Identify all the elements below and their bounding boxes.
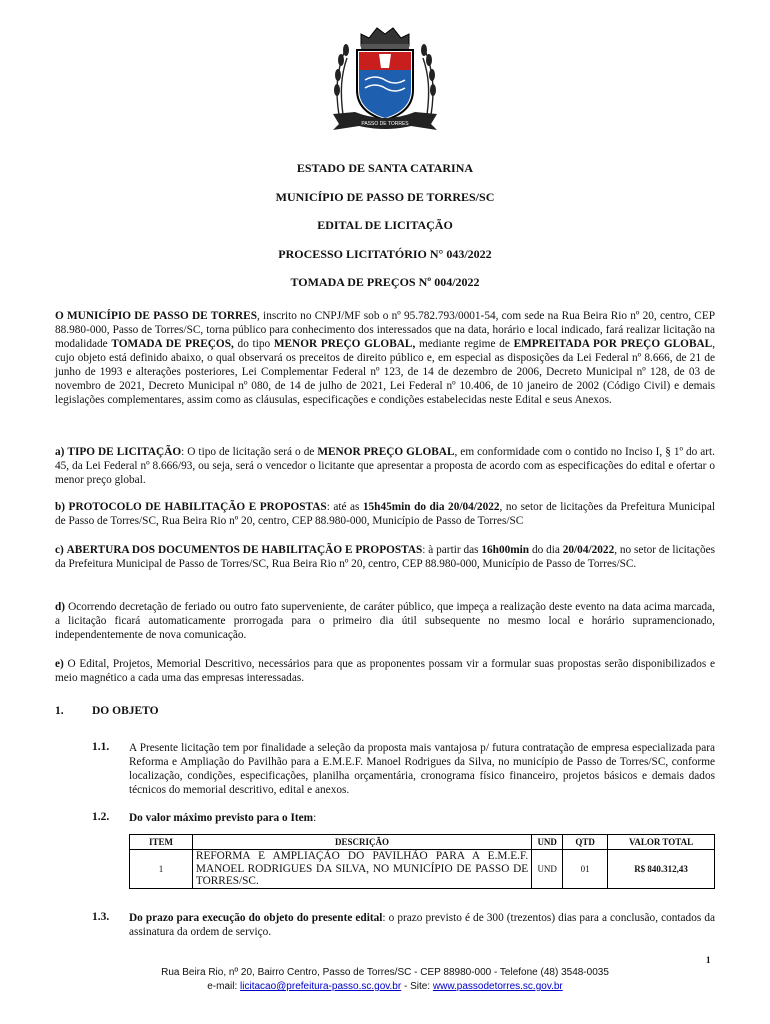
footer-email-label: e-mail: <box>207 981 241 992</box>
cell-total: R$ 840.312,43 <box>608 850 715 889</box>
subsection-1-2-number: 1.2. <box>92 811 110 823</box>
col-header-description: DESCRIÇÃO <box>192 835 531 850</box>
crest-ribbon-text: PASSO DE TORRES <box>361 121 409 127</box>
subsection-1-2-title: Do valor máximo previsto para o Item <box>129 812 314 824</box>
item-a-title: TIPO DE LICITAÇÃO <box>67 446 182 458</box>
process-title: PROCESSO LICITATÓRIO N° 043/2022 <box>278 247 492 261</box>
item-c-text-2: do dia <box>529 544 563 556</box>
subsection-1-1-text: A Presente licitação tem por finalidade a seleção da proposta mais vantajosa p/ futura contratação de empresa especializada para Reforma e Ampliação do Pavilhão para a E.M.E.F. Manoel Rodrigues da Silva, no município de Passo de Torres/SC, conforme localização, condições, especificações, planilha orçamentária, cronograma físico financeiro, projetos básicos e demais dados técnicos do memorial descritivo, edital e anexos. <box>129 742 715 796</box>
municipal-coat-of-arms <box>325 20 445 130</box>
item-d-text: Ocorrendo decretação de feriado ou outro fato superveniente, de caráter público, que impeça a realização deste evento na data acima marcada, a licitação ficará automaticamente prorrogada para o primeiro dia útil subsequente no mesmo local e horário supramencionado, independentemente de nova comunicação. <box>55 601 716 641</box>
item-c-paragraph <box>55 543 715 571</box>
cell-item: 1 <box>130 850 193 889</box>
cell-description: REFORMA E AMPLIAÇÃO DO PAVILHÃO PARA A E.M.E.F. MANOEL RODRIGUES DA SILVA, NO MUNICÍPIO DE PASSO DE TORRES/SC. <box>192 850 531 889</box>
subsection-1-3-title: Do prazo para execução do objeto do presente edital <box>129 912 383 924</box>
item-c-text-1: : à partir das <box>422 544 482 556</box>
col-header-total: VALOR TOTAL <box>608 835 715 850</box>
cell-unit: UND <box>532 850 563 889</box>
item-a-paragraph <box>55 445 715 487</box>
item-b-text-2: , no setor de licitações da Prefeitura Municipal de Passo de Torres/SC, Rua Beira Rio nº 20, centro, CEP 88.980-000, Município de Passo de Torres/SC <box>55 501 715 527</box>
intro-text-1: , inscrito no CNPJ/MF sob o nº 95.782.793/0001-54, com sede na Rua Beira Rio nº 20, centro, CEP 88.980-000, Passo de Torres/SC, torna público para conhecimento dos interessados que na data, horário e local indicado, fará realizar licitação na modalidade <box>55 310 716 350</box>
item-b-text-1: : até as <box>326 501 363 513</box>
item-e-paragraph <box>55 657 715 685</box>
subsection-1-2-heading <box>129 811 715 825</box>
item-value-table <box>129 834 715 889</box>
notice-title: EDITAL DE LICITAÇÃO <box>317 218 453 232</box>
intro-text-2: do tipo <box>233 338 274 350</box>
intro-bold-3: MENOR PREÇO GLOBAL, <box>273 338 416 350</box>
intro-text-3: mediante regime de <box>415 338 514 350</box>
item-c-bold-1: 16h00min <box>481 544 530 556</box>
col-header-qty: QTD <box>563 835 608 850</box>
subsection-1-3-body: : o prazo previsto é de 300 (trezentos) dias para a conclusão, contados da assinatura da ordem de serviço. <box>129 912 715 938</box>
col-header-unit: UND <box>532 835 563 850</box>
subsection-1-3-text <box>129 911 715 939</box>
col-header-item: ITEM <box>130 835 193 850</box>
item-c-text-3: , no setor de licitações da Prefeitura Municipal de Passo de Torres/SC, Rua Beira Rio nº 20, centro, CEP 88.980-000, Município de Passo de Torres/SC. <box>55 544 716 570</box>
table-row <box>130 850 715 889</box>
subsection-1-2-colon: : <box>313 812 317 824</box>
item-d-paragraph <box>55 600 715 642</box>
item-b-title: PROTOCOLO DE HABILITAÇÃO E PROPOSTAS <box>68 501 327 513</box>
item-c-bold-2: 20/04/2022 <box>562 544 615 556</box>
footer-email-link[interactable]: licitacao@prefeitura-passo.sc.gov.br <box>240 981 402 992</box>
section-1-number: 1. <box>55 705 64 717</box>
footer-site-label: - Site: <box>401 981 433 992</box>
page-number: 1 <box>706 955 711 965</box>
item-c-title: ABERTURA DOS DOCUMENTOS DE HABILITAÇÃO E PROPOSTAS <box>66 544 423 556</box>
item-e-text: O Edital, Projetos, Memorial Descritivo, necessários para que as proponentes possam vir a formular suas propostas serão disponibilizados e meio magnético a cada uma das empresas interessadas. <box>55 658 715 684</box>
subsection-1-3-number: 1.3. <box>92 911 110 923</box>
item-d-label: d) <box>55 601 66 613</box>
subsection-1-1-number: 1.1. <box>92 741 110 753</box>
modality-title: TOMADA DE PREÇOS Nº 004/2022 <box>290 275 480 289</box>
intro-text-4: , cujo objeto está definido abaixo, o qual observará os preceitos de direito público e, em especial as disposições da Lei Federal nº 8.666, de 21 de junho de 1993 e alterações posteriores, Lei Complementar Federal nº 123, de 14 de dezembro de 2006, Decreto Municipal nº 128, de 03 de novembro de 2021, Decreto Municipal nº 080, de 14 de julho de 2021, Lei Federal nº 10.406, de 10 janeiro de 2002 (Código Civil) e demais legislações complementares, assim como as cláusulas, especificações e condições estabelecidas neste Edital e seus Anexos. <box>55 338 716 406</box>
item-c-label: c) <box>55 544 64 556</box>
state-title: ESTADO DE SANTA CATARINA <box>296 161 474 175</box>
footer-site-link[interactable]: www.passodetorres.sc.gov.br <box>432 981 563 992</box>
municipality-title: MUNICÍPIO DE PASSO DE TORRES/SC <box>275 190 495 204</box>
intro-bold-1: O MUNICÍPIO DE PASSO DE TORRES <box>55 310 257 322</box>
footer-contact <box>0 981 770 992</box>
table-header-row <box>130 835 715 850</box>
item-b-label: b) <box>55 501 66 513</box>
item-a-label: a) <box>55 446 65 458</box>
item-e-label: e) <box>55 658 64 670</box>
item-b-bold: 15h45min do dia 20/04/2022 <box>362 501 500 513</box>
intro-bold-4: EMPREITADA POR PREÇO GLOBAL <box>513 338 713 350</box>
item-a-text-1: : O tipo de licitação será o de <box>181 446 318 458</box>
cell-qty: 01 <box>563 850 608 889</box>
intro-paragraph <box>55 309 715 407</box>
item-a-bold: MENOR PREÇO GLOBAL <box>317 446 455 458</box>
footer-address: Rua Beira Rio, nº 20, Bairro Centro, Passo de Torres/SC - CEP 88980-000 - Telefone (48) 3548-0035 <box>161 967 609 978</box>
section-1-title: DO OBJETO <box>92 705 159 717</box>
item-b-paragraph <box>55 500 715 528</box>
intro-bold-2: TOMADA DE PREÇOS, <box>111 338 234 350</box>
item-a-text-2: , em conformidade com o contido no Inciso I, § 1º do art. 45, da Lei Federal nº 8.666/93, ou seja, será o vencedor o licitante que apresentar a proposta de acordo com as especificações do edital e ofertar o menor preço global. <box>55 446 716 486</box>
